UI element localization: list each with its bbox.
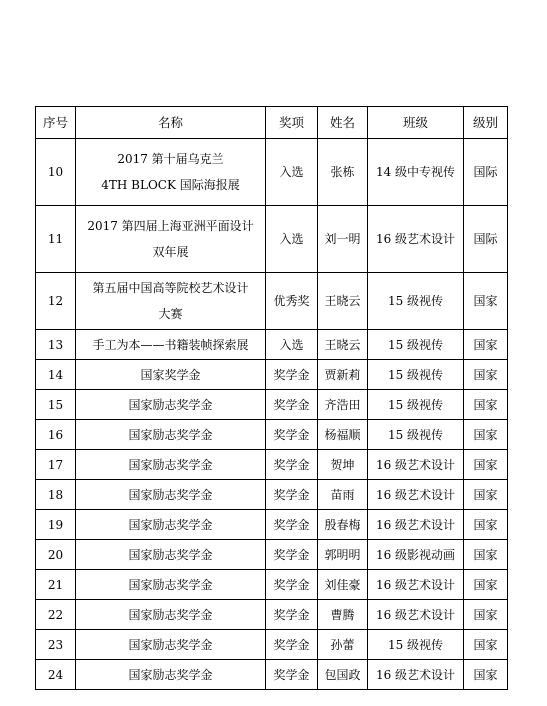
cell-level: 国家 <box>464 330 508 360</box>
cell-level: 国家 <box>464 540 508 570</box>
cell-student-name: 苗雨 <box>318 480 368 510</box>
cell-level: 国家 <box>464 630 508 660</box>
cell-level: 国家 <box>464 600 508 630</box>
cell-title <box>76 139 266 206</box>
cell-serial-number: 18 <box>36 480 76 510</box>
cell-serial-number: 11 <box>36 206 76 273</box>
table-row <box>36 360 508 390</box>
cell-title-line: 国家励志奖学金 <box>128 577 213 592</box>
cell-level: 国家 <box>464 480 508 510</box>
cell-class: 16 级艺术设计 <box>368 480 464 510</box>
table-row <box>36 139 508 206</box>
cell-level: 国家 <box>464 390 508 420</box>
cell-serial-number: 19 <box>36 510 76 540</box>
table-body <box>36 139 508 690</box>
cell-serial-number: 22 <box>36 600 76 630</box>
cell-serial-number: 15 <box>36 390 76 420</box>
cell-class: 16 级艺术设计 <box>368 600 464 630</box>
table-row <box>36 330 508 360</box>
cell-title <box>76 390 266 420</box>
cell-serial-number: 10 <box>36 139 76 206</box>
cell-student-name: 包国政 <box>318 660 368 690</box>
cell-title-line: 国家奖学金 <box>140 367 201 382</box>
cell-serial-number: 12 <box>36 273 76 330</box>
cell-title-line: 国家励志奖学金 <box>128 607 213 622</box>
awards-table <box>35 106 508 690</box>
cell-class: 16 级艺术设计 <box>368 510 464 540</box>
cell-class: 14 级中专视传 <box>368 139 464 206</box>
cell-title <box>76 273 266 330</box>
cell-class: 16 级艺术设计 <box>368 660 464 690</box>
cell-student-name: 张栋 <box>318 139 368 206</box>
cell-class: 15 级视传 <box>368 420 464 450</box>
header-serial-number: 序号 <box>36 107 76 139</box>
cell-student-name: 贾新莉 <box>318 360 368 390</box>
table-row <box>36 390 508 420</box>
cell-serial-number: 20 <box>36 540 76 570</box>
cell-class: 15 级视传 <box>368 390 464 420</box>
cell-award: 奖学金 <box>266 630 318 660</box>
table-row <box>36 450 508 480</box>
cell-level: 国家 <box>464 570 508 600</box>
cell-title-line: 国家励志奖学金 <box>128 397 213 412</box>
cell-award: 入选 <box>266 139 318 206</box>
cell-student-name: 刘一明 <box>318 206 368 273</box>
cell-title-line: 国家励志奖学金 <box>128 457 213 472</box>
cell-class: 15 级视传 <box>368 630 464 660</box>
cell-award: 奖学金 <box>266 510 318 540</box>
cell-title <box>76 480 266 510</box>
cell-student-name: 贺坤 <box>318 450 368 480</box>
cell-title-line: 2017 第十届乌克兰 <box>117 152 224 166</box>
cell-class: 16 级艺术设计 <box>368 450 464 480</box>
header-title: 名称 <box>76 107 266 139</box>
header-student-name: 姓名 <box>318 107 368 139</box>
cell-title-line: 国家励志奖学金 <box>128 547 213 562</box>
cell-class: 16 级艺术设计 <box>368 570 464 600</box>
cell-award: 奖学金 <box>266 570 318 600</box>
cell-title-line: 国家励志奖学金 <box>128 427 213 442</box>
cell-award: 优秀奖 <box>266 273 318 330</box>
cell-serial-number: 17 <box>36 450 76 480</box>
cell-title-line: 4TH BLOCK 国际海报展 <box>101 178 240 192</box>
cell-title-line: 国家励志奖学金 <box>128 667 213 682</box>
cell-level: 国家 <box>464 450 508 480</box>
cell-serial-number: 21 <box>36 570 76 600</box>
cell-student-name: 齐浩田 <box>318 390 368 420</box>
table-row <box>36 630 508 660</box>
cell-class: 15 级视传 <box>368 360 464 390</box>
table-row <box>36 510 508 540</box>
cell-level: 国家 <box>464 273 508 330</box>
cell-title-line: 国家励志奖学金 <box>128 637 213 652</box>
cell-student-name: 曹腾 <box>318 600 368 630</box>
cell-level: 国际 <box>464 206 508 273</box>
cell-award: 奖学金 <box>266 390 318 420</box>
cell-title <box>76 330 266 360</box>
cell-class: 15 级视传 <box>368 273 464 330</box>
cell-award: 奖学金 <box>266 600 318 630</box>
header-award: 奖项 <box>266 107 318 139</box>
cell-serial-number: 23 <box>36 630 76 660</box>
cell-student-name: 郭明明 <box>318 540 368 570</box>
cell-title <box>76 420 266 450</box>
cell-class: 16 级影视动画 <box>368 540 464 570</box>
cell-level: 国际 <box>464 139 508 206</box>
cell-serial-number: 24 <box>36 660 76 690</box>
cell-award: 奖学金 <box>266 450 318 480</box>
cell-class: 16 级艺术设计 <box>368 206 464 273</box>
cell-serial-number: 13 <box>36 330 76 360</box>
cell-level: 国家 <box>464 510 508 540</box>
cell-title-line: 第五届中国高等院校艺术设计 <box>92 281 249 295</box>
cell-student-name: 孙蕾 <box>318 630 368 660</box>
cell-student-name: 杨福顺 <box>318 420 368 450</box>
cell-level: 国家 <box>464 360 508 390</box>
cell-serial-number: 14 <box>36 360 76 390</box>
table-row <box>36 660 508 690</box>
cell-title-line: 国家励志奖学金 <box>128 517 213 532</box>
cell-serial-number: 16 <box>36 420 76 450</box>
cell-student-name: 王晓云 <box>318 330 368 360</box>
cell-award: 奖学金 <box>266 540 318 570</box>
table-row <box>36 420 508 450</box>
cell-title <box>76 570 266 600</box>
table-row <box>36 540 508 570</box>
cell-title <box>76 360 266 390</box>
cell-class: 15 级视传 <box>368 330 464 360</box>
cell-award: 奖学金 <box>266 660 318 690</box>
cell-student-name: 刘佳豪 <box>318 570 368 600</box>
cell-title <box>76 660 266 690</box>
cell-award: 奖学金 <box>266 480 318 510</box>
table-row <box>36 273 508 330</box>
cell-title-line: 国家励志奖学金 <box>128 487 213 502</box>
cell-title-line: 双年展 <box>152 245 189 259</box>
table-header-row <box>36 107 508 139</box>
table-row <box>36 480 508 510</box>
cell-title-line: 2017 第四届上海亚洲平面设计 <box>87 219 254 233</box>
cell-level: 国家 <box>464 660 508 690</box>
header-class: 班级 <box>368 107 464 139</box>
cell-award: 入选 <box>266 206 318 273</box>
cell-title <box>76 540 266 570</box>
cell-title <box>76 206 266 273</box>
table-row <box>36 600 508 630</box>
cell-level: 国家 <box>464 420 508 450</box>
table-row <box>36 206 508 273</box>
cell-title <box>76 510 266 540</box>
cell-student-name: 殷春梅 <box>318 510 368 540</box>
cell-title-line: 手工为本——书籍装帧探索展 <box>92 337 249 352</box>
cell-title <box>76 630 266 660</box>
cell-student-name: 王晓云 <box>318 273 368 330</box>
table-row <box>36 570 508 600</box>
cell-title <box>76 450 266 480</box>
cell-award: 奖学金 <box>266 420 318 450</box>
cell-award: 奖学金 <box>266 360 318 390</box>
header-level: 级别 <box>464 107 508 139</box>
cell-award: 入选 <box>266 330 318 360</box>
cell-title <box>76 600 266 630</box>
cell-title-line: 大赛 <box>158 307 183 321</box>
